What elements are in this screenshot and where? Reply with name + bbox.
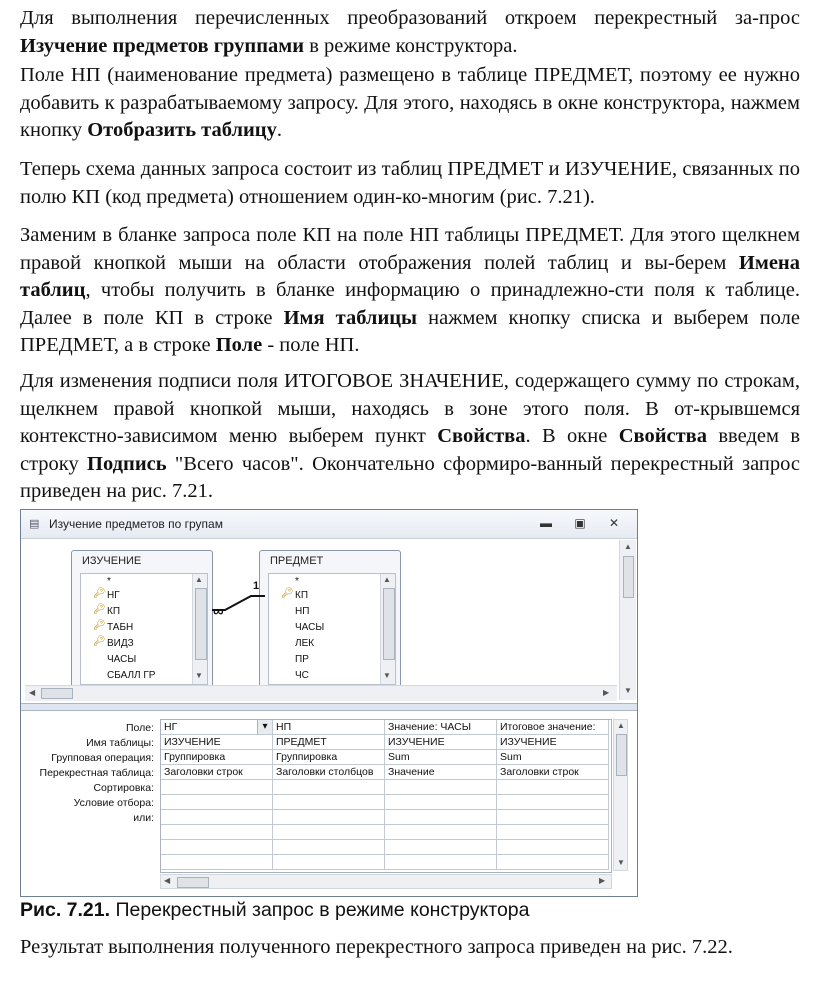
grid-vertical-scrollbar[interactable] xyxy=(613,719,628,871)
field-lek[interactable]: ЛЕК xyxy=(295,638,315,649)
row-label-table: Имя таблицы: xyxy=(86,737,154,749)
scroll-down-arrow-icon[interactable]: ▼ xyxy=(624,686,632,695)
field-np[interactable]: НП xyxy=(295,606,310,617)
table-predmet-header[interactable]: ПРЕДМЕТ xyxy=(270,555,324,567)
field-chs[interactable]: ЧС xyxy=(295,670,309,681)
many-side-label: ∞ xyxy=(213,603,224,620)
minimize-button[interactable]: ▬ xyxy=(540,516,552,530)
grid-cell[interactable]: ИЗУЧЕНИЕ xyxy=(161,735,273,750)
grid-cell[interactable] xyxy=(273,840,385,855)
scroll-right-arrow-icon[interactable]: ▶ xyxy=(603,688,610,697)
grid-cell[interactable]: Заголовки столбцов xyxy=(273,765,385,780)
grid-cell[interactable]: Заголовки строк xyxy=(497,765,609,780)
diagram-horizontal-scrollbar[interactable] xyxy=(25,685,617,701)
key-icon: 🔑︎ xyxy=(93,604,106,615)
key-icon: 🔑︎ xyxy=(93,620,106,631)
pane-splitter[interactable] xyxy=(21,703,637,711)
query-grid-area xyxy=(21,715,637,895)
grid-cell[interactable]: НП xyxy=(273,720,385,735)
scroll-down-arrow-icon[interactable]: ▼ xyxy=(195,671,203,680)
field-tabn[interactable]: ТАБН xyxy=(107,622,134,633)
grid-cell[interactable]: Sum xyxy=(497,750,609,765)
field-chasy[interactable]: ЧАСЫ xyxy=(107,654,137,665)
grid-cell[interactable]: Группировка xyxy=(161,750,273,765)
grid-cell[interactable] xyxy=(497,780,609,795)
scroll-up-arrow-icon[interactable]: ▲ xyxy=(617,721,625,730)
close-button[interactable]: ✕ xyxy=(608,516,620,530)
window-title: Изучение предметов по групам xyxy=(49,517,223,531)
row-label-or: или: xyxy=(133,812,154,824)
scroll-down-arrow-icon[interactable]: ▼ xyxy=(617,858,625,867)
field-vidz[interactable]: ВИДЗ xyxy=(107,638,134,649)
scroll-down-arrow-icon[interactable]: ▼ xyxy=(383,671,391,680)
key-icon: 🔑︎ xyxy=(281,588,294,599)
field-ng[interactable]: НГ xyxy=(107,590,120,601)
paragraph-4: Заменим в бланке запроса поле КП на поле НП таблицы ПРЕДМЕТ. Для этого щелкнем правой кнопкой мыши на области отображения полей таблиц и вы-берем Имена таблиц, чтобы получить в бланке информацию о принадлежно-сти поля к таблице. Далее в поле КП в строке Имя таблицы нажмем кнопку списка и выберем поле ПРЕДМЕТ, а в строке Поле - поле НП. xyxy=(20,224,800,356)
grid-cell[interactable]: Sum xyxy=(385,750,497,765)
scroll-left-arrow-icon[interactable]: ◀ xyxy=(164,876,171,885)
field-sball-gr[interactable]: СБАЛЛ ГР xyxy=(107,670,156,681)
scroll-right-arrow-icon[interactable]: ▶ xyxy=(599,876,606,885)
paragraph-1: Для выполнения перечисленных преобразований откроем перекрестный за-прос Изучение предметов группами в режиме конструктора. xyxy=(20,7,800,57)
figure-caption: Рис. 7.21. Перекрестный запрос в режиме конструктора xyxy=(20,899,530,921)
window-titlebar xyxy=(21,510,637,539)
grid-cell[interactable] xyxy=(161,855,273,870)
grid-cell[interactable]: ИЗУЧЕНИЕ xyxy=(385,735,497,750)
scroll-left-arrow-icon[interactable]: ◀ xyxy=(29,688,36,697)
grid-cell[interactable] xyxy=(385,855,497,870)
grid-cell[interactable]: Значение xyxy=(385,765,497,780)
design-grid[interactable] xyxy=(160,719,612,873)
scroll-up-arrow-icon[interactable]: ▲ xyxy=(195,575,203,584)
field-kp[interactable]: КП xyxy=(107,606,121,617)
scroll-up-arrow-icon[interactable]: ▲ xyxy=(383,575,391,584)
scroll-thumb[interactable] xyxy=(177,877,209,888)
query-icon: ▤ xyxy=(29,518,40,530)
grid-cell[interactable] xyxy=(273,780,385,795)
grid-cell[interactable] xyxy=(497,795,609,810)
grid-cell[interactable] xyxy=(161,840,273,855)
scroll-up-arrow-icon[interactable]: ▲ xyxy=(624,542,632,551)
grid-cell[interactable]: ИЗУЧЕНИЕ xyxy=(497,735,609,750)
paragraph-6: Результат выполнения полученного перекрестного запроса приведен на рис. 7.22. xyxy=(20,936,733,958)
row-label-criteria: Условие отбора: xyxy=(73,797,154,809)
row-label-sort: Сортировка: xyxy=(93,782,154,794)
row-label-field: Поле: xyxy=(125,722,154,734)
paragraph-3: Теперь схема данных запроса состоит из таблиц ПРЕДМЕТ и ИЗУЧЕНИЕ, связанных по полю КП (код предмета) отношением один-ко-многим (рис. 7.21). xyxy=(20,158,800,208)
grid-cell[interactable] xyxy=(385,795,497,810)
table-diagram-area[interactable] xyxy=(25,542,617,692)
grid-horizontal-scrollbar[interactable] xyxy=(160,874,612,889)
paragraph-5: Для изменения подписи поля ИТОГОВОЕ ЗНАЧЕНИЕ, содержащего сумму по строкам, щелкнем правой кнопкой мыши, находясь в зоне этого поля. В от-крывшемся контекстно-зависимом меню выберем пункт Свойства. В окне Свойства введем в строку Подпись "Всего часов". Окончательно сформиро-ванный перекрестный запрос приведен на рис. 7.21. xyxy=(20,370,800,502)
grid-cell[interactable] xyxy=(497,855,609,870)
grid-cell[interactable] xyxy=(385,780,497,795)
grid-cell[interactable]: Итоговое значение: xyxy=(497,720,609,735)
grid-cell[interactable] xyxy=(273,855,385,870)
grid-cell[interactable] xyxy=(273,810,385,825)
grid-cell[interactable] xyxy=(161,825,273,840)
field-chasy[interactable]: ЧАСЫ xyxy=(295,622,325,633)
grid-cell[interactable] xyxy=(161,795,273,810)
grid-cell[interactable]: НГ ▾ xyxy=(161,720,273,735)
grid-cell[interactable] xyxy=(497,810,609,825)
grid-cell[interactable]: Значение: ЧАСЫ xyxy=(385,720,497,735)
key-icon: 🔑︎ xyxy=(93,636,106,647)
grid-cell[interactable] xyxy=(497,825,609,840)
diagram-vertical-scrollbar[interactable] xyxy=(619,540,636,700)
grid-cell[interactable] xyxy=(497,840,609,855)
key-icon: 🔑︎ xyxy=(93,588,106,599)
grid-cell[interactable] xyxy=(273,795,385,810)
grid-cell[interactable] xyxy=(385,840,497,855)
relationship-line[interactable] xyxy=(25,542,617,692)
grid-cell[interactable] xyxy=(385,810,497,825)
scroll-thumb[interactable] xyxy=(616,734,627,776)
table-izuchenie-header[interactable]: ИЗУЧЕНИЕ xyxy=(82,555,142,567)
field-star[interactable]: * xyxy=(295,576,299,587)
row-label-total: Групповая операция: xyxy=(51,752,154,764)
scroll-thumb[interactable] xyxy=(623,556,634,598)
query-design-window xyxy=(20,509,638,897)
grid-cell[interactable]: Группировка xyxy=(273,750,385,765)
one-side-label: 1 xyxy=(253,580,260,592)
scroll-thumb[interactable] xyxy=(41,688,73,699)
paragraph-2: Поле НП (наименование предмета) размещено в таблице ПРЕДМЕТ, поэтому ее нужно добавить к разрабатываемому запросу. Для этого, находясь в окне конструктора, нажмем кнопку Отобразить таблицу. xyxy=(20,64,800,141)
field-pr[interactable]: ПР xyxy=(295,654,309,665)
grid-cell[interactable]: ПРЕДМЕТ xyxy=(273,735,385,750)
grid-cell[interactable] xyxy=(161,780,273,795)
row-label-crosstab: Перекрестная таблица: xyxy=(39,767,154,779)
grid-cell[interactable] xyxy=(273,825,385,840)
maximize-button[interactable]: ▣ xyxy=(574,516,586,530)
grid-cell[interactable] xyxy=(385,825,497,840)
grid-cell[interactable] xyxy=(161,810,273,825)
dropdown-arrow-icon[interactable]: ▾ xyxy=(257,720,272,734)
field-star[interactable]: * xyxy=(107,576,111,587)
grid-cell[interactable]: Заголовки строк xyxy=(161,765,273,780)
field-kp[interactable]: КП xyxy=(295,590,309,601)
